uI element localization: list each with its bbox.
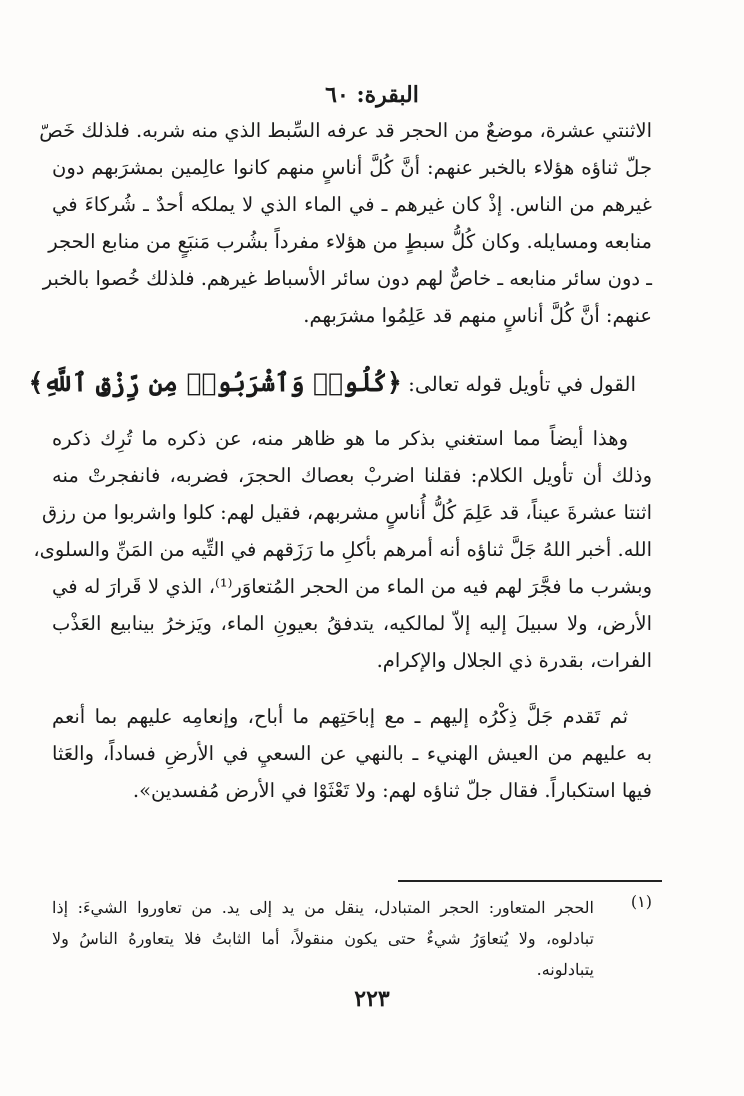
text-line: غيرهم من الناس. إذْ كان غيرهم ـ في الماء الذي لا يملكه أحدٌ ـ شُركاءَ في [52, 193, 652, 216]
text-line: وهذا أيضاً مما استغني بذكر ما هو ظاهر منه، عن ذكره ما تُرِك ذكره [52, 427, 628, 450]
section-heading [29, 363, 636, 404]
text-line: ـ دون سائر منابعه ـ خاصٌّ لهم دون سائر الأسباط غيرهم. فلذلك خُصوا بالخبر [42, 267, 652, 290]
paragraph-1 [39, 112, 652, 334]
text-line: ثم تَقدم جَلَّ ذِكْرُه إليهم ـ مع إباحَتِهم ما أباح، وإنعامِه عليهم بما أنعم [52, 705, 628, 728]
footnote-divider [398, 880, 662, 882]
page-header-surah-verse: البقرة: ٦٠ [325, 82, 419, 108]
footnote-number: (١) [630, 892, 652, 911]
page-number: ٢٢٣ [354, 986, 390, 1012]
text-line: الفرات، بقدرة ذي الجلال والإكرام. [376, 649, 652, 672]
text-line: وبشرب ما فجَّرَ لهم فيه من الماء من الحجر المُتعاوَر⁽¹⁾، الذي لا قَرارَ له في [52, 575, 652, 598]
quran-verse: ﴿كُلُوا۟ وَٱشْرَبُوا۟ مِن رِّزْقِ ٱللَّهِ﴾ [28, 368, 402, 397]
text-line: الله. أخبر اللهُ جَلَّ ثناؤه أنه أمرهم بأكلِ ما رَزَقهم في التِّيه من المَنِّ والسلوى، [33, 538, 652, 561]
footnote-line: يتبادلونه. [536, 960, 594, 979]
text-line: جلّ ثناؤه هؤلاء بالخبر عنهم: أنَّ كُلَّ أناسٍ منهم كانوا عالِمين بمشرَبهم دون [52, 156, 652, 179]
text-line: اثنتا عشرةَ عيناً، قد عَلِمَ كُلُّ أُناسٍ مشربهم، فقيل لهم: كلوا واشربوا من رزق [42, 501, 652, 524]
paragraph-3 [52, 698, 652, 809]
footnote [52, 892, 652, 985]
text-line: فيها استكباراً. فقال جلّ ثناؤه لهم: ولا تَعْثَوْا في الأرض مُفسدين». [132, 779, 652, 802]
text-line: منابعه ومسايله. وكان كُلُّ سبطٍ من هؤلاء مفرداً بشُرب مَنبَعٍ من منابع الحجر [48, 230, 652, 253]
footnote-line: الحجر المتعاور: الحجر المتبادل، ينقل من يد إلى يد. من تعاوروا الشيءَ: إذا [52, 898, 594, 917]
text-line: الأرض، ولا سبيلَ إليه إلاّ لمالكيه، يتدفقُ بعيونِ الماء، ويَزخرُ بينابيع العَذْب [52, 612, 652, 635]
text-line: به عليهم من العيش الهنيء ـ بالنهي عن السعيِ في الأرضِ فساداً، والعَثا [52, 742, 652, 765]
text-line: وذلك أن تأويل الكلام: فقلنا اضربْ بعصاك الحجرَ، فضربه، فانفجرتْ منه [52, 464, 652, 487]
text-line: عنهم: أنَّ كُلَّ أناسٍ منهم قد عَلِمُوا مشرَبهم. [303, 304, 652, 327]
text-line: الاثنتي عشرة، موضعٌ من الحجر قد عرفه السِّبط الذي منه شربه. فلذلك خَصّ [39, 119, 652, 142]
footnote-line: تبادلوه، ولا يُتعاوَرُ شيءٌ حتى يكون منقولاً، أما الثابتُ فلا يتعاورهُ الناسُ ولا [52, 929, 594, 948]
heading-prefix: القول في تأويل قوله تعالى: [408, 372, 636, 396]
paragraph-2 [33, 420, 652, 679]
